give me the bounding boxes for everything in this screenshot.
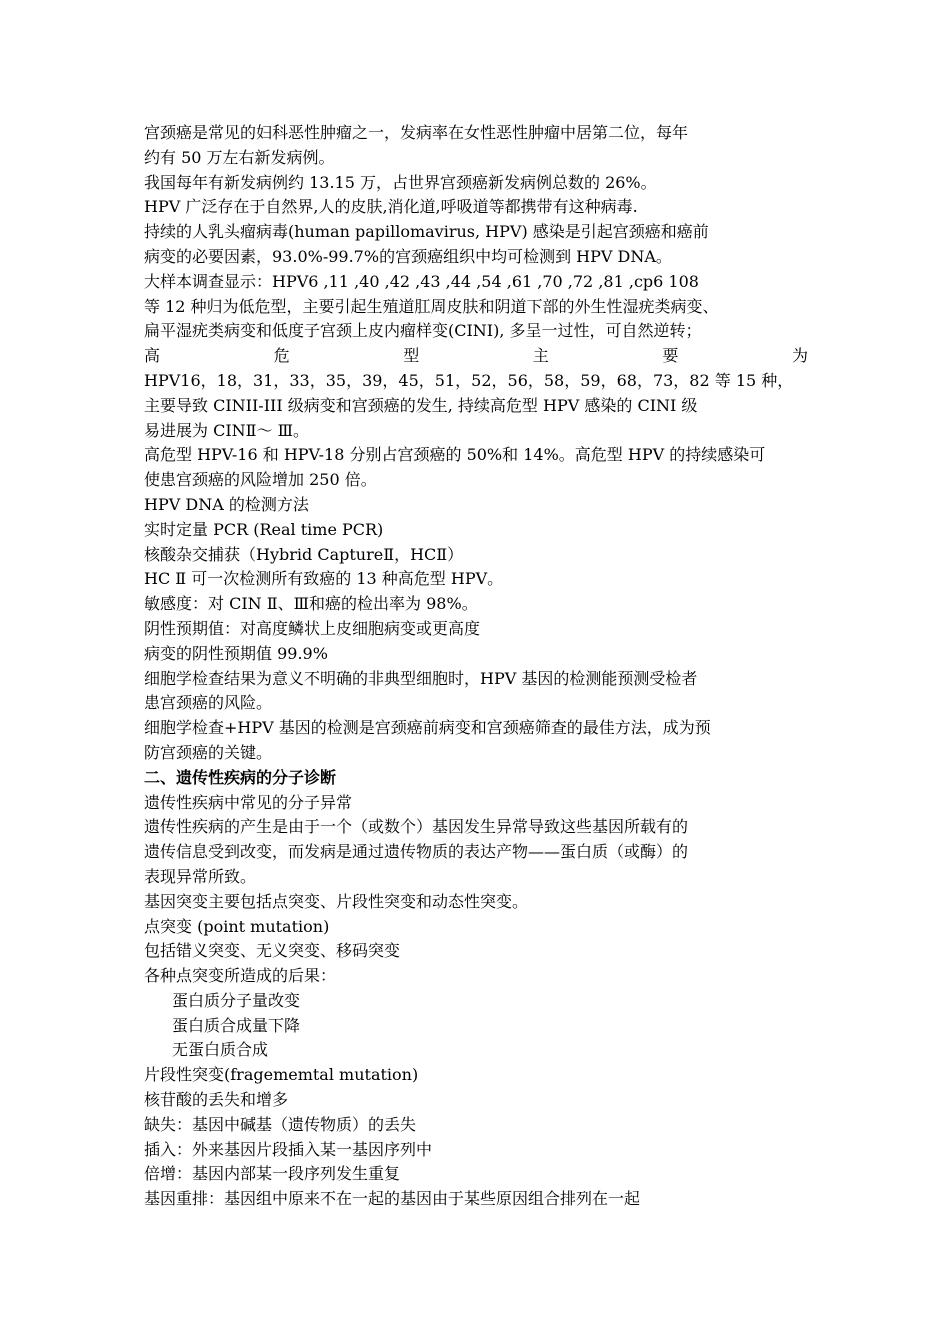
- paragraph-line: 表现异常所致。: [144, 866, 257, 886]
- paragraph-line: 实时定量 PCR (Real time PCR): [144, 519, 384, 539]
- justified-word: 要: [662, 346, 679, 366]
- paragraph-line: 核酸杂交捕获（Hybrid CaptureⅡ，HCⅡ）: [144, 544, 464, 564]
- justified-word: 高: [144, 346, 161, 366]
- paragraph-line: HPV 广泛存在于自然界,人的皮肤,消化道,呼吸道等都携带有这种病毒.: [144, 197, 638, 217]
- paragraph-line: 包括错义突变、无义突变、移码突变: [144, 941, 401, 961]
- justified-word: 主: [532, 346, 549, 366]
- paragraph-line: 扁平湿疣类病变和低度子宫颈上皮内瘤样变(CINI), 多呈一过性，可自然逆转；: [144, 321, 702, 341]
- paragraph-line: 遗传信息受到改变，而发病是通过遗传物质的表达产物——蛋白质（或酶）的: [144, 842, 689, 862]
- section-heading: 二、遗传性疾病的分子诊断: [144, 767, 337, 787]
- paragraph-line: 基因重排：基因组中原来不在一起的基因由于某些原因组合排列在一起: [144, 1189, 641, 1209]
- justified-line: [144, 344, 808, 369]
- paragraph-line: 遗传性疾病中常见的分子异常: [144, 792, 353, 812]
- paragraph-line: 使患宫颈癌的风险增加 250 倍。: [144, 470, 377, 490]
- paragraph-line: HC Ⅱ 可一次检测所有致癌的 13 种高危型 HPV。: [144, 569, 504, 589]
- paragraph-line: 我国每年有新发病例约 13.15 万，占世界宫颈癌新发病例总数的 26%。: [144, 172, 657, 192]
- paragraph-line: 敏感度：对 CIN Ⅱ、Ⅲ和癌的检出率为 98%。: [144, 594, 478, 614]
- indented-list-item: 无蛋白质合成: [172, 1040, 269, 1060]
- justified-word: 为: [791, 346, 808, 366]
- paragraph-line: 核苷酸的丢失和增多: [144, 1090, 289, 1110]
- paragraph-line: 等 12 种归为低危型，主要引起生殖道肛周皮肤和阴道下部的外生性湿疣类病变、: [144, 296, 719, 316]
- paragraph-line: 遗传性疾病的产生是由于一个（或数个）基因发生异常导致这些基因所载有的: [144, 817, 689, 837]
- indented-list-item: 蛋白质分子量改变: [172, 990, 301, 1010]
- paragraph-line: 防宫颈癌的关键。: [144, 742, 273, 762]
- paragraph-line: 大样本调查显示：HPV6 ,11 ,40 ,42 ,43 ,44 ,54 ,61 ,70 ,72 ,81 ,cp6 108: [144, 271, 699, 291]
- paragraph-line: 点突变 (point mutation): [144, 916, 330, 936]
- paragraph-line: 基因突变主要包括点突变、片段性突变和动态性突变。: [144, 891, 529, 911]
- indented-list-item: 蛋白质合成量下降: [172, 1015, 301, 1035]
- paragraph-line: 主要导致 CINII-III 级病变和宫颈癌的发生, 持续高危型 HPV 感染的 CINⅠ 级: [144, 395, 698, 415]
- paragraph-line: 高危型 HPV-16 和 HPV-18 分别占宫颈癌的 50%和 14%。高危型 HPV 的持续感染可: [144, 445, 766, 465]
- justified-word: 危: [273, 346, 290, 366]
- paragraph-line: 插入：外来基因片段插入某一基因序列中: [144, 1139, 433, 1159]
- justified-word: 型: [403, 346, 420, 366]
- paragraph-line: 约有 50 万左右新发病例。: [144, 147, 335, 167]
- paragraph-line: 病变的必要因素，93.0%-99.7%的宫颈癌组织中均可检测到 HPV DNA。: [144, 246, 672, 266]
- paragraph-line: HPV DNA 的检测方法: [144, 494, 309, 514]
- paragraph-line: 患宫颈癌的风险。: [144, 693, 273, 713]
- document-page: [144, 121, 808, 1212]
- paragraph-line: HPV16，18，31，33，35，39，45，51，52，56，58，59，68，73，82 等 15 种，: [144, 370, 794, 390]
- paragraph-line: 缺失：基因中碱基（遗传物质）的丢失: [144, 1114, 417, 1134]
- paragraph-line: 各种点突变所造成的后果：: [144, 966, 337, 986]
- paragraph-line: 细胞学检查+HPV 基因的检测是宫颈癌前病变和宫颈癌筛查的最佳方法，成为预: [144, 718, 711, 738]
- paragraph-line: 细胞学检查结果为意义不明确的非典型细胞时，HPV 基因的检测能预测受检者: [144, 668, 698, 688]
- paragraph-line: 宫颈癌是常见的妇科恶性肿瘤之一，发病率在女性恶性肿瘤中居第二位，每年: [144, 123, 689, 142]
- paragraph-line: 片段性突变(fragememtal mutation): [144, 1065, 419, 1085]
- paragraph-line: 病变的阴性预期值 99.9%: [144, 643, 328, 663]
- paragraph-line: 持续的人乳头瘤病毒(human papillomavirus, HPV) 感染是引起宫颈癌和癌前: [144, 222, 709, 242]
- paragraph-line: 阴性预期值：对高度鳞状上皮细胞病变或更高度: [144, 618, 481, 638]
- paragraph-line: 易进展为 CINⅡ～ Ⅲ。: [144, 420, 310, 440]
- paragraph-line: 倍增：基因内部某一段序列发生重复: [144, 1164, 401, 1184]
